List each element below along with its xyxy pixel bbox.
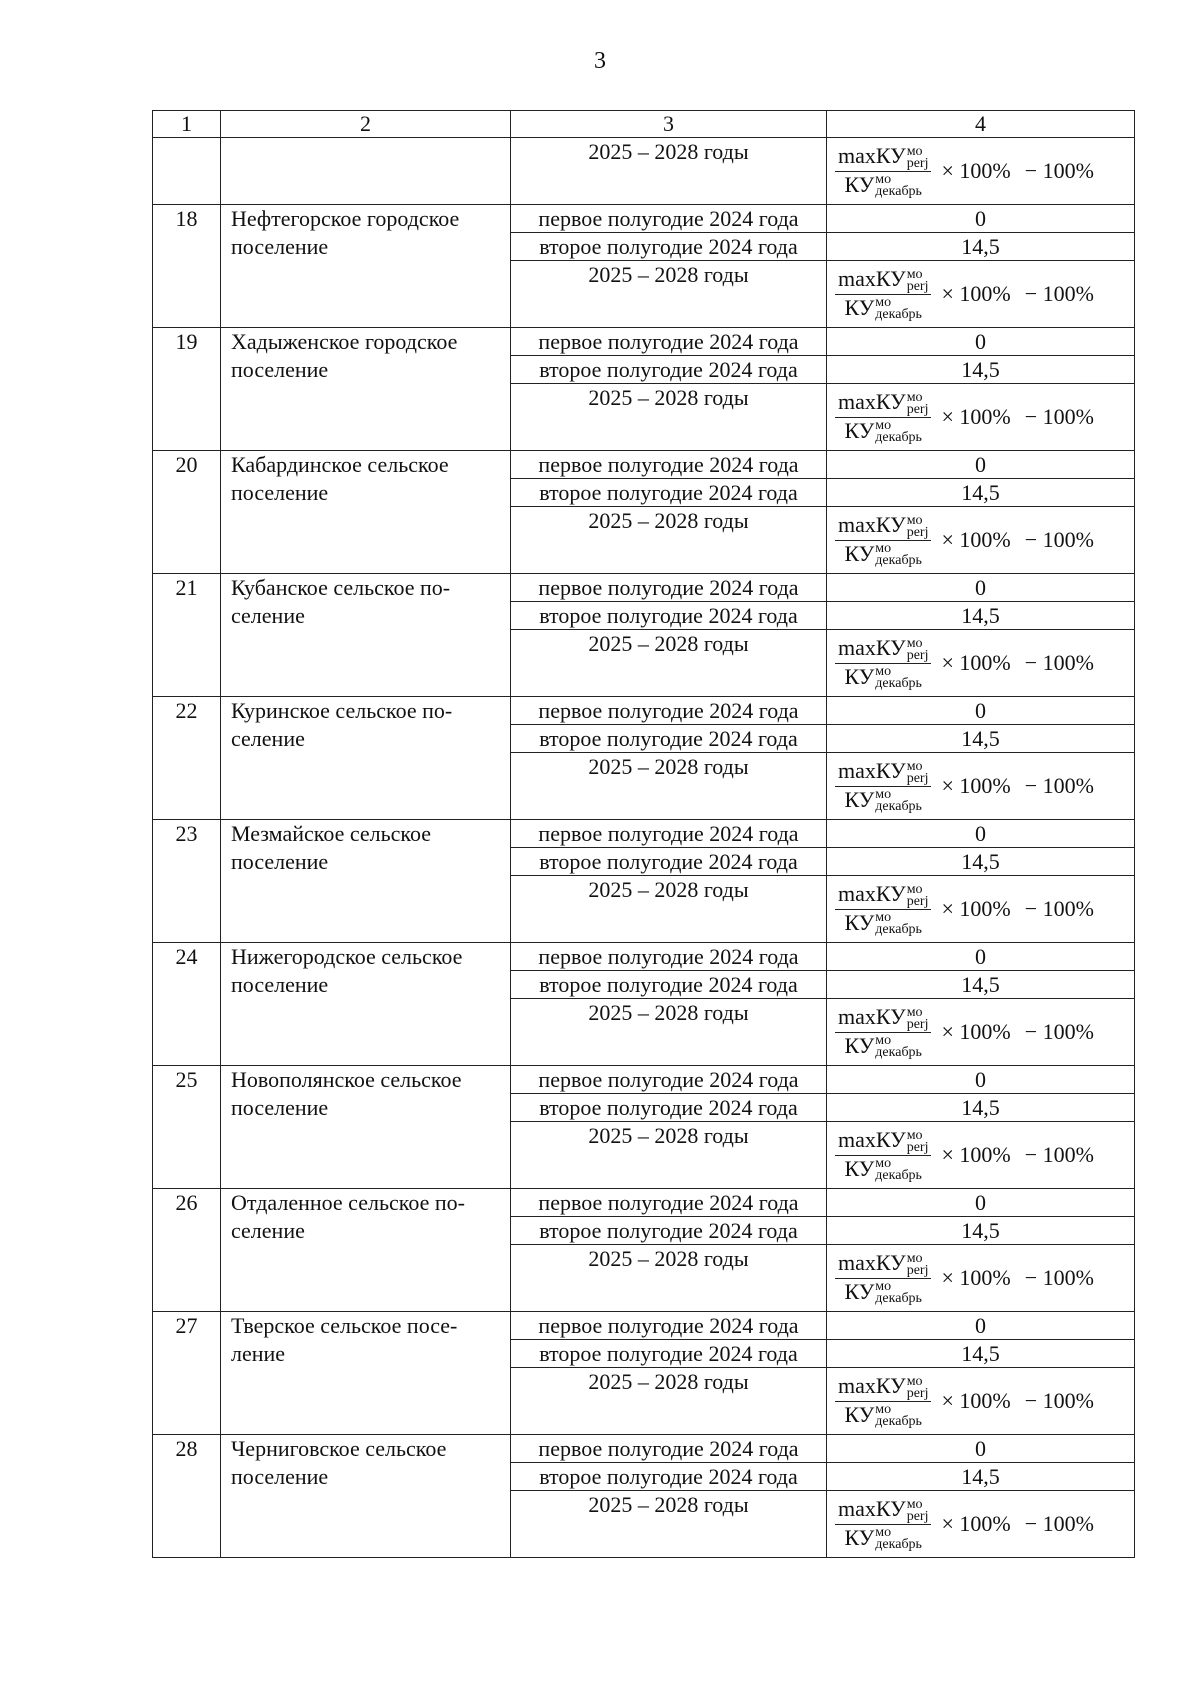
period-cell: второе полугодие 2024 года [511, 356, 827, 384]
denominator-sup: мо [875, 1525, 892, 1541]
value-cell: 14,5 [827, 848, 1135, 876]
denominator-text: КУ [844, 1524, 875, 1550]
settlement-name-cell: Отдаленное сельское по-селение [221, 1189, 511, 1312]
formula-numerator [835, 882, 931, 910]
numerator-sup: мо [906, 1250, 923, 1266]
value-cell: 14,5 [827, 725, 1135, 753]
denominator-sub: декабрь [875, 676, 922, 692]
formula-denominator [841, 1525, 924, 1552]
table-row [153, 328, 1135, 356]
value-cell: 14,5 [827, 602, 1135, 630]
denominator-indices [875, 1158, 922, 1182]
formula-multiplier: × 100% [941, 1388, 1011, 1413]
numerator-indices [906, 881, 929, 909]
numerator-text: maxКУ [838, 1495, 906, 1521]
value-cell: 14,5 [827, 233, 1135, 261]
formula-denominator [841, 1033, 924, 1060]
table-row [153, 1189, 1135, 1217]
numerator-indices [906, 1004, 929, 1032]
formula-cell [827, 261, 1135, 328]
formula-numerator [835, 1005, 931, 1033]
period-cell: 2025 – 2028 годы [511, 261, 827, 328]
formula-subtrahend: − 100% [1024, 896, 1094, 921]
denominator-indices [875, 666, 922, 690]
period-cell: 2025 – 2028 годы [511, 876, 827, 943]
period-cell: 2025 – 2028 годы [511, 1122, 827, 1189]
table-row [153, 1066, 1135, 1094]
denominator-sub: декабрь [875, 430, 922, 446]
index-formula [827, 1245, 1134, 1311]
numerator-sub: perj [906, 1385, 929, 1401]
numerator-sub: perj [906, 401, 929, 417]
period-cell: первое полугодие 2024 года [511, 205, 827, 233]
period-cell: 2025 – 2028 годы [511, 1245, 827, 1312]
settlement-name-cell: Нижегородское сельское поселение [221, 943, 511, 1066]
period-cell: второе полугодие 2024 года [511, 1094, 827, 1122]
numerator-indices [906, 389, 929, 417]
formula-numerator [835, 267, 931, 295]
formula-denominator [841, 541, 924, 568]
formula-fraction [835, 1005, 931, 1060]
formula-fraction [835, 144, 931, 199]
formula-numerator [835, 513, 931, 541]
number-cell: 24 [153, 943, 221, 1066]
value-cell: 14,5 [827, 1094, 1135, 1122]
numerator-sub: perj [906, 893, 929, 909]
formula-denominator [841, 418, 924, 445]
denominator-sup: мо [875, 172, 892, 188]
formula-multiplier: × 100% [941, 896, 1011, 921]
settlement-name-cell: Кабардинское сельское поселение [221, 451, 511, 574]
denominator-text: КУ [844, 1032, 875, 1058]
formula-denominator [841, 910, 924, 937]
numerator-sub: perj [906, 1508, 929, 1524]
formula-fraction [835, 267, 931, 322]
formula-subtrahend: − 100% [1024, 1388, 1094, 1413]
period-cell: второе полугодие 2024 года [511, 1463, 827, 1491]
denominator-text: КУ [844, 663, 875, 689]
formula-subtrahend: − 100% [1024, 527, 1094, 552]
denominator-sub: декабрь [875, 184, 922, 200]
denominator-text: КУ [844, 294, 875, 320]
numerator-indices [906, 143, 929, 171]
denominator-text: КУ [844, 417, 875, 443]
denominator-indices [875, 1281, 922, 1305]
denominator-indices [875, 297, 922, 321]
formula-multiplier: × 100% [941, 1142, 1011, 1167]
value-cell: 0 [827, 1066, 1135, 1094]
period-cell: 2025 – 2028 годы [511, 753, 827, 820]
period-cell: второе полугодие 2024 года [511, 1217, 827, 1245]
numerator-sub: perj [906, 647, 929, 663]
number-cell: 21 [153, 574, 221, 697]
formula-cell [827, 1245, 1135, 1312]
numerator-indices [906, 758, 929, 786]
formula-cell [827, 507, 1135, 574]
numerator-text: maxКУ [838, 142, 906, 168]
numerator-sup: мо [906, 512, 923, 528]
tariff-index-table [152, 110, 1135, 1558]
numerator-text: maxКУ [838, 388, 906, 414]
formula-fraction [835, 1251, 931, 1306]
denominator-sub: декабрь [875, 799, 922, 815]
period-cell: 2025 – 2028 годы [511, 507, 827, 574]
numerator-sup: мо [906, 1127, 923, 1143]
numerator-text: maxКУ [838, 265, 906, 291]
settlement-name-cell: Хадыженское городское поселение [221, 328, 511, 451]
denominator-sub: декабрь [875, 922, 922, 938]
denominator-indices [875, 1527, 922, 1551]
period-cell: первое полугодие 2024 года [511, 451, 827, 479]
formula-denominator [841, 664, 924, 691]
numerator-text: maxКУ [838, 634, 906, 660]
column-header: 4 [827, 111, 1135, 138]
value-cell: 0 [827, 820, 1135, 848]
denominator-text: КУ [844, 909, 875, 935]
numerator-sub: perj [906, 1262, 929, 1278]
numerator-sup: мо [906, 758, 923, 774]
index-formula [827, 1368, 1134, 1434]
denominator-indices [875, 1035, 922, 1059]
formula-subtrahend: − 100% [1024, 281, 1094, 306]
denominator-indices [875, 789, 922, 813]
numerator-indices [906, 512, 929, 540]
value-cell: 0 [827, 697, 1135, 725]
numerator-indices [906, 1373, 929, 1401]
value-cell: 14,5 [827, 356, 1135, 384]
denominator-text: КУ [844, 1401, 875, 1427]
settlement-name-cell: Новополянское сельское поселение [221, 1066, 511, 1189]
period-cell: второе полугодие 2024 года [511, 602, 827, 630]
numerator-text: maxКУ [838, 511, 906, 537]
period-cell: второе полугодие 2024 года [511, 479, 827, 507]
period-cell: первое полугодие 2024 года [511, 1066, 827, 1094]
index-formula [827, 507, 1134, 573]
formula-multiplier: × 100% [941, 1511, 1011, 1536]
page-number: 3 [594, 48, 606, 74]
value-cell: 0 [827, 205, 1135, 233]
numerator-sup: мо [906, 881, 923, 897]
period-cell: второе полугодие 2024 года [511, 1340, 827, 1368]
period-cell: первое полугодие 2024 года [511, 328, 827, 356]
formula-denominator [841, 1156, 924, 1183]
denominator-sup: мо [875, 1402, 892, 1418]
formula-subtrahend: − 100% [1024, 1265, 1094, 1290]
formula-multiplier: × 100% [941, 527, 1011, 552]
numerator-text: maxКУ [838, 1126, 906, 1152]
formula-denominator [841, 172, 924, 199]
denominator-text: КУ [844, 540, 875, 566]
index-formula [827, 384, 1134, 450]
numerator-sup: мо [906, 1373, 923, 1389]
value-cell: 14,5 [827, 1463, 1135, 1491]
period-cell: 2025 – 2028 годы [511, 999, 827, 1066]
denominator-sub: декабрь [875, 1414, 922, 1430]
period-cell: 2025 – 2028 годы [511, 138, 827, 205]
formula-denominator [841, 1402, 924, 1429]
column-header: 3 [511, 111, 827, 138]
value-cell: 14,5 [827, 971, 1135, 999]
formula-fraction [835, 759, 931, 814]
table-row [153, 451, 1135, 479]
denominator-text: КУ [844, 171, 875, 197]
formula-multiplier: × 100% [941, 158, 1011, 183]
formula-numerator [835, 1374, 931, 1402]
numerator-sub: perj [906, 1139, 929, 1155]
column-header: 1 [153, 111, 221, 138]
formula-fraction [835, 1128, 931, 1183]
formula-subtrahend: − 100% [1024, 773, 1094, 798]
number-cell: 25 [153, 1066, 221, 1189]
settlement-name-cell: Мезмайское сельское поселение [221, 820, 511, 943]
denominator-sub: декабрь [875, 1045, 922, 1061]
formula-denominator [841, 295, 924, 322]
numerator-sup: мо [906, 1004, 923, 1020]
formula-denominator [841, 1279, 924, 1306]
index-formula [827, 999, 1134, 1065]
value-cell: 0 [827, 1312, 1135, 1340]
numerator-sup: мо [906, 389, 923, 405]
numerator-sup: мо [906, 143, 923, 159]
numerator-sub: perj [906, 278, 929, 294]
numerator-indices [906, 1250, 929, 1278]
period-cell: 2025 – 2028 годы [511, 1368, 827, 1435]
period-cell: первое полугодие 2024 года [511, 1435, 827, 1463]
number-cell: 18 [153, 205, 221, 328]
formula-numerator [835, 390, 931, 418]
denominator-sup: мо [875, 418, 892, 434]
denominator-text: КУ [844, 1155, 875, 1181]
period-cell: второе полугодие 2024 года [511, 233, 827, 261]
period-cell: первое полугодие 2024 года [511, 697, 827, 725]
period-cell: второе полугодие 2024 года [511, 971, 827, 999]
formula-numerator [835, 1128, 931, 1156]
table-row [153, 1312, 1135, 1340]
number-cell: 22 [153, 697, 221, 820]
index-formula [827, 1122, 1134, 1188]
denominator-indices [875, 543, 922, 567]
continuation-row [153, 138, 1135, 205]
numerator-text: maxКУ [838, 757, 906, 783]
value-cell: 0 [827, 1435, 1135, 1463]
denominator-sub: декабрь [875, 1537, 922, 1553]
numerator-sub: perj [906, 524, 929, 540]
table-row [153, 697, 1135, 725]
formula-subtrahend: − 100% [1024, 404, 1094, 429]
value-cell: 14,5 [827, 479, 1135, 507]
formula-cell [827, 138, 1135, 205]
value-cell: 0 [827, 574, 1135, 602]
formula-fraction [835, 1374, 931, 1429]
formula-subtrahend: − 100% [1024, 1511, 1094, 1536]
period-cell: первое полугодие 2024 года [511, 943, 827, 971]
period-cell: первое полугодие 2024 года [511, 820, 827, 848]
denominator-indices [875, 174, 922, 198]
formula-cell [827, 630, 1135, 697]
formula-denominator [841, 787, 924, 814]
formula-subtrahend: − 100% [1024, 158, 1094, 183]
value-cell: 14,5 [827, 1340, 1135, 1368]
index-formula [827, 138, 1134, 204]
period-cell: первое полугодие 2024 года [511, 1189, 827, 1217]
formula-fraction [835, 513, 931, 568]
index-formula [827, 630, 1134, 696]
number-cell: 26 [153, 1189, 221, 1312]
index-formula [827, 876, 1134, 942]
table-row [153, 574, 1135, 602]
denominator-sup: мо [875, 1033, 892, 1049]
value-cell: 14,5 [827, 1217, 1135, 1245]
denominator-sub: декабрь [875, 1291, 922, 1307]
formula-multiplier: × 100% [941, 1265, 1011, 1290]
formula-multiplier: × 100% [941, 1019, 1011, 1044]
denominator-text: КУ [844, 1278, 875, 1304]
numerator-sup: мо [906, 635, 923, 651]
table-row [153, 820, 1135, 848]
formula-cell [827, 999, 1135, 1066]
number-cell: 19 [153, 328, 221, 451]
denominator-sup: мо [875, 910, 892, 926]
formula-fraction [835, 636, 931, 691]
formula-numerator [835, 144, 931, 172]
denominator-sup: мо [875, 295, 892, 311]
table-row [153, 205, 1135, 233]
numerator-sub: perj [906, 1016, 929, 1032]
period-cell: 2025 – 2028 годы [511, 630, 827, 697]
name-cell [221, 138, 511, 205]
number-cell: 20 [153, 451, 221, 574]
formula-multiplier: × 100% [941, 281, 1011, 306]
table-row [153, 1435, 1135, 1463]
period-cell: второе полугодие 2024 года [511, 725, 827, 753]
settlement-name-cell: Тверское сельское посе-ление [221, 1312, 511, 1435]
numerator-sub: perj [906, 770, 929, 786]
period-cell: первое полугодие 2024 года [511, 1312, 827, 1340]
denominator-sub: декабрь [875, 1168, 922, 1184]
formula-fraction [835, 390, 931, 445]
denominator-sup: мо [875, 787, 892, 803]
period-cell: первое полугодие 2024 года [511, 574, 827, 602]
settlement-name-cell: Черниговское сельское поселение [221, 1435, 511, 1558]
index-formula [827, 753, 1134, 819]
value-cell: 0 [827, 1189, 1135, 1217]
formula-fraction [835, 882, 931, 937]
settlement-name-cell: Куринское сельское по-селение [221, 697, 511, 820]
formula-numerator [835, 1497, 931, 1525]
numerator-indices [906, 635, 929, 663]
number-cell: 27 [153, 1312, 221, 1435]
table-row [153, 943, 1135, 971]
formula-fraction [835, 1497, 931, 1552]
formula-numerator [835, 1251, 931, 1279]
formula-cell [827, 384, 1135, 451]
number-cell [153, 138, 221, 205]
column-header: 2 [221, 111, 511, 138]
formula-subtrahend: − 100% [1024, 1019, 1094, 1044]
numerator-sup: мо [906, 1496, 923, 1512]
value-cell: 0 [827, 943, 1135, 971]
formula-cell [827, 1491, 1135, 1558]
formula-cell [827, 1122, 1135, 1189]
index-formula [827, 261, 1134, 327]
table-header-row [153, 111, 1135, 138]
denominator-sub: декабрь [875, 553, 922, 569]
numerator-sup: мо [906, 266, 923, 282]
period-cell: второе полугодие 2024 года [511, 848, 827, 876]
settlement-name-cell: Кубанское сельское по-селение [221, 574, 511, 697]
formula-subtrahend: − 100% [1024, 650, 1094, 675]
value-cell: 0 [827, 328, 1135, 356]
denominator-indices [875, 912, 922, 936]
denominator-text: КУ [844, 786, 875, 812]
number-cell: 23 [153, 820, 221, 943]
denominator-indices [875, 420, 922, 444]
formula-subtrahend: − 100% [1024, 1142, 1094, 1167]
formula-numerator [835, 759, 931, 787]
number-cell: 28 [153, 1435, 221, 1558]
formula-cell [827, 1368, 1135, 1435]
denominator-sup: мо [875, 1156, 892, 1172]
numerator-text: maxКУ [838, 880, 906, 906]
numerator-text: maxКУ [838, 1003, 906, 1029]
settlement-name-cell: Нефтегорское городское поселение [221, 205, 511, 328]
formula-cell [827, 876, 1135, 943]
formula-multiplier: × 100% [941, 773, 1011, 798]
denominator-sub: декабрь [875, 307, 922, 323]
formula-multiplier: × 100% [941, 404, 1011, 429]
denominator-indices [875, 1404, 922, 1428]
formula-numerator [835, 636, 931, 664]
formula-multiplier: × 100% [941, 650, 1011, 675]
numerator-indices [906, 1496, 929, 1524]
value-cell: 0 [827, 451, 1135, 479]
formula-cell [827, 753, 1135, 820]
index-formula [827, 1491, 1134, 1557]
period-cell: 2025 – 2028 годы [511, 1491, 827, 1558]
denominator-sup: мо [875, 541, 892, 557]
period-cell: 2025 – 2028 годы [511, 384, 827, 451]
numerator-indices [906, 266, 929, 294]
numerator-indices [906, 1127, 929, 1155]
denominator-sup: мо [875, 1279, 892, 1295]
numerator-sub: perj [906, 155, 929, 171]
numerator-text: maxКУ [838, 1249, 906, 1275]
numerator-text: maxКУ [838, 1372, 906, 1398]
denominator-sup: мо [875, 664, 892, 680]
